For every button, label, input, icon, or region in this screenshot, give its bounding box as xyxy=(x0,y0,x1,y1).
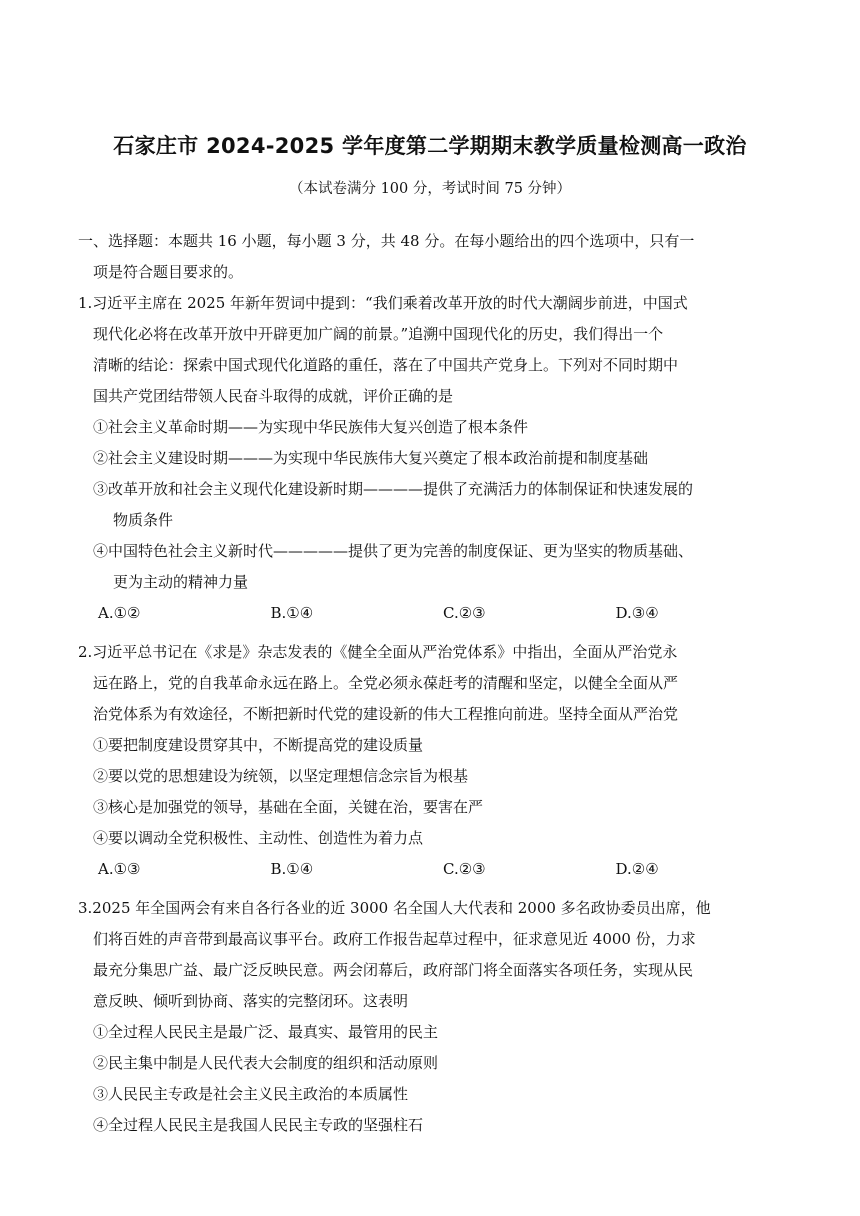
question-stem-line: 远在路上，党的自我革命永远在路上。全党必须永葆赶考的清醒和坚定，以健全全面从严 xyxy=(93,674,679,692)
statement-item: ④中国特色社会主义新时代—————提供了更为完善的制度保证、更为坚实的物质基础、 xyxy=(93,542,694,560)
answer-choices xyxy=(78,598,788,629)
question-stem-line: 最充分集思广益、最广泛反映民意。两会闭幕后，政府部门将全面落实各项任务，实现从民 xyxy=(93,961,694,979)
statement-item-continued: 更为主动的精神力量 xyxy=(113,573,249,591)
exam-content xyxy=(78,226,788,1141)
question-stem-line: 意反映、倾听到协商、落实的完整闭环。这表明 xyxy=(93,992,409,1010)
statement-item-continued: 物质条件 xyxy=(113,511,174,529)
section-line: 一、选择题：本题共 16 小题，每小题 3 分，共 48 分。在每小题给出的四个选项中，只有一 xyxy=(78,232,695,250)
question-stem-line: 现代化必将在改革开放中开辟更加广阔的前景。”追溯中国现代化的历史，我们得出一个 xyxy=(93,325,664,343)
question-stem-line: 1.习近平主席在 2025 年新年贺词中提到：“我们乘着改革开放的时代大潮阔步前进，中国式 xyxy=(78,294,688,312)
choice-a[interactable]: A.①② xyxy=(98,604,141,622)
question-2 xyxy=(78,637,788,885)
choice-a[interactable]: A.①③ xyxy=(98,860,141,878)
statement-item: ②社会主义建设时期———为实现中华民族伟大复兴奠定了根本政治前提和制度基础 xyxy=(93,449,649,467)
exam-info: （本试卷满分 100 分，考试时间 75 分钟） xyxy=(288,181,572,197)
section-line: 项是符合题目要求的。 xyxy=(93,263,244,281)
statement-item: ①全过程人民民主是最广泛、最真实、最管用的民主 xyxy=(93,1023,439,1041)
question-stem-line: 2.习近平总书记在《求是》杂志发表的《健全全面从严治党体系》中指出，全面从严治党永 xyxy=(78,643,678,661)
choice-b[interactable]: B.①④ xyxy=(270,604,314,622)
statement-item: ①社会主义革命时期——为实现中华民族伟大复兴创造了根本条件 xyxy=(93,418,529,436)
question-stem-line: 3.2025 年全国两会有来自各行各业的近 3000 名全国人大代表和 2000 多名政协委员出席，他 xyxy=(78,899,711,917)
statement-item: ②要以党的思想建设为统领，以坚定理想信念宗旨为根基 xyxy=(93,767,469,785)
question-stem-line: 治党体系为有效途径，不断把新时代党的建设新的伟大工程推向前进。坚持全面从严治党 xyxy=(93,705,679,723)
answer-choices xyxy=(78,854,788,885)
choice-d[interactable]: D.③④ xyxy=(615,604,659,622)
statement-item: ④全过程人民民主是我国人民民主专政的坚强柱石 xyxy=(93,1116,424,1134)
choice-d[interactable]: D.②④ xyxy=(615,860,659,878)
question-3 xyxy=(78,893,788,1141)
section-instructions xyxy=(78,226,788,288)
question-stem-line: 清晰的结论：探索中国式现代化道路的重任，落在了中国共产党身上。下列对不同时期中 xyxy=(93,356,679,374)
statement-item: ③核心是加强党的领导，基础在全面，关键在治，要害在严 xyxy=(93,798,484,816)
statement-item: ①要把制度建设贯穿其中，不断提高党的建设质量 xyxy=(93,736,424,754)
statement-item: ④要以调动全党积极性、主动性、创造性为着力点 xyxy=(93,829,424,847)
statement-item: ③人民民主专政是社会主义民主政治的本质属性 xyxy=(93,1085,409,1103)
question-stem-line: 国共产党团结带领人民奋斗取得的成就，评价正确的是 xyxy=(93,387,454,405)
choice-c[interactable]: C.②③ xyxy=(443,604,486,622)
choice-b[interactable]: B.①④ xyxy=(270,860,314,878)
question-stem-line: 们将百姓的声音带到最高议事平台。政府工作报告起草过程中，征求意见近 4000 份，力求 xyxy=(93,930,696,948)
choice-c[interactable]: C.②③ xyxy=(443,860,486,878)
statement-item: ②民主集中制是人民代表大会制度的组织和活动原则 xyxy=(93,1054,439,1072)
page-title: 石家庄市 2024-2025 学年度第二学期期末教学质量检测高一政治 xyxy=(113,134,747,158)
question-1 xyxy=(78,288,788,629)
statement-item: ③改革开放和社会主义现代化建设新时期————提供了充满活力的体制保证和快速发展的 xyxy=(93,480,694,498)
